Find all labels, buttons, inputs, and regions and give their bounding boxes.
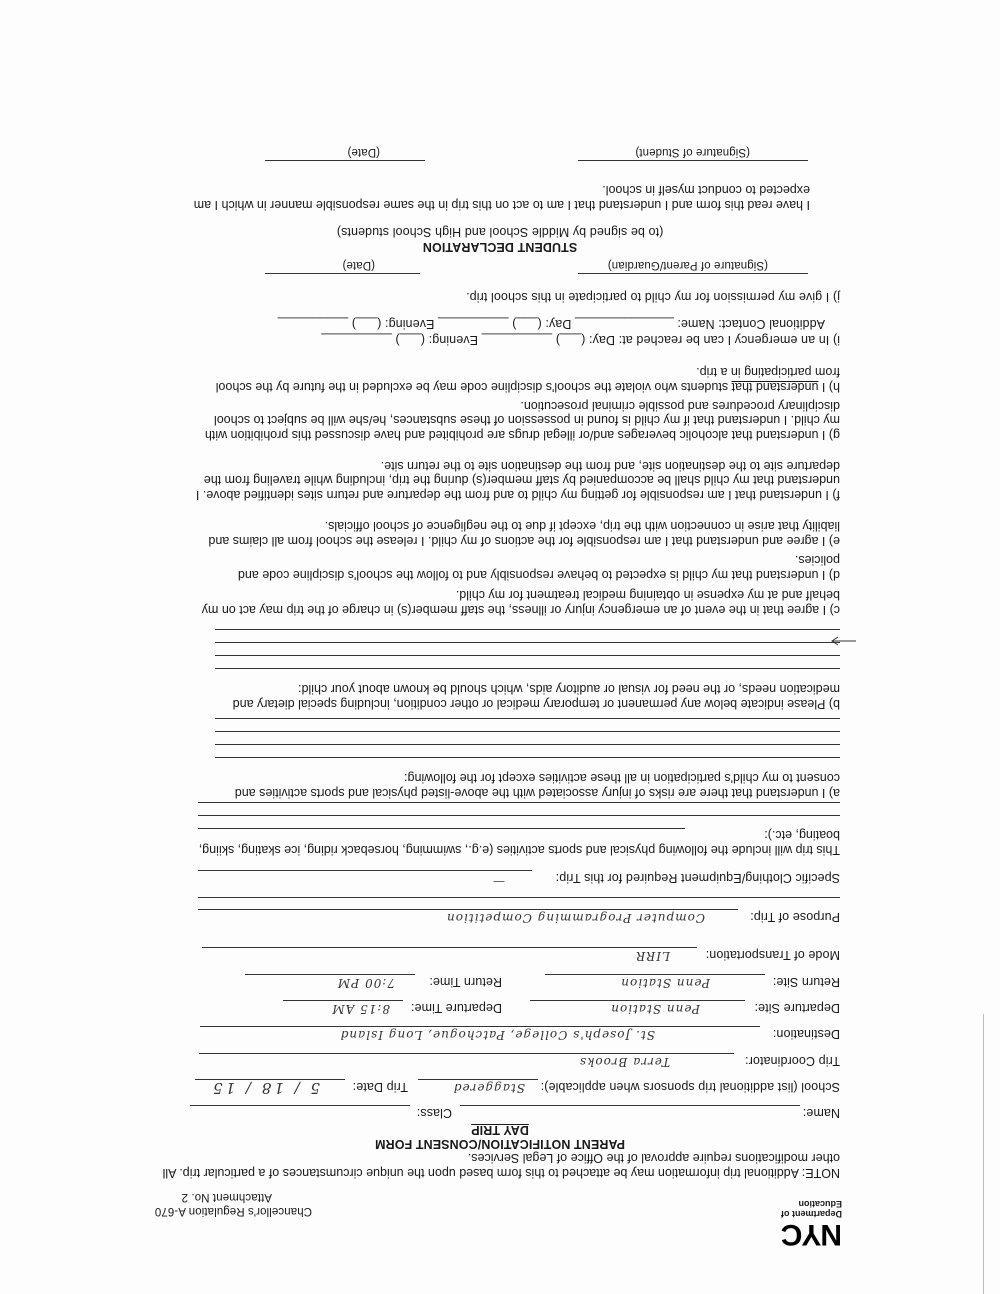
- purpose-line: [198, 909, 738, 910]
- clause-i-line2: Additional Contact: Name: ______________ Day: (___) __________ Evening: (___) __________: [277, 317, 825, 331]
- departure-site-line: [530, 1000, 745, 1001]
- transportation-line: [202, 947, 697, 948]
- name-label: Name:: [802, 1106, 840, 1120]
- purpose-label: Purpose of Trip:: [750, 910, 840, 924]
- transportation-label: Mode of Transportation:: [705, 948, 840, 962]
- regulation-number: Chancellor's Regulation A-670: [154, 1205, 312, 1217]
- form-title: PARENT NOTIFICATION/CONSENT FORM: [375, 1137, 625, 1151]
- student-signature-line: [578, 160, 808, 161]
- clause-d: d) I understand that my child is expected to behave responsibly and to follow the school's discipline code and policies.: [237, 553, 840, 582]
- return-time-value: 7:00 PM: [336, 976, 395, 990]
- clause-h: [195, 365, 840, 394]
- parent-signature-label: (Signature of Parent/Guardian): [607, 259, 768, 271]
- return-time-line: [245, 974, 415, 975]
- clause-a-line-1: [215, 757, 840, 758]
- clothing-value: —: [492, 875, 505, 889]
- clause-b-line-1: [215, 668, 840, 669]
- scan-edge-line: [983, 1014, 984, 1294]
- return-time-label: Return Time:: [429, 975, 502, 989]
- destination-value: St. Joseph's College, Patchogue, Long Island: [339, 1028, 655, 1042]
- departure-site-value: Penn Station: [610, 1002, 700, 1016]
- student-date-line: [265, 160, 425, 161]
- departure-time-line: [283, 1000, 403, 1001]
- return-site-value: Penn Station: [620, 976, 710, 990]
- student-declaration-subtitle: (to be signed by Middle School and High School students): [336, 225, 664, 239]
- departure-time-value: 8:15 AM: [331, 1002, 390, 1016]
- clause-g: g) I understand that alcoholic beverages and/or illegal drugs are prohibited and have discussed this prohibition with my child. I understand that if my child is found in possession of these substances, he/she will be subject to school disciplinary procedures and possible criminal prosecution.: [204, 399, 840, 442]
- trip-date-label: Trip Date:: [352, 1080, 408, 1094]
- student-declaration-text: I have read this form and I understand that I am to act on this trip in the same responsible manner in which I am expected to conduct myself in school.: [193, 183, 810, 212]
- clause-a-line-2: [215, 744, 840, 745]
- clause-b-line-4: [215, 629, 840, 630]
- trip-coordinator-label: Trip Coordinator:: [744, 1054, 840, 1068]
- trip-date-line: [195, 1079, 345, 1080]
- trip-coordinator-value: Terra Brooks: [578, 1055, 670, 1069]
- logo-text: NYC: [781, 1218, 842, 1251]
- clause-h-underlined: understand that: [731, 380, 819, 394]
- attachment-number: Attachment No. 2: [181, 1191, 272, 1203]
- activities-line-1: [198, 828, 685, 829]
- purpose-value: Computer Programming Competition: [446, 911, 705, 925]
- name-line: [460, 1105, 800, 1106]
- return-site-label: Return Site:: [772, 975, 840, 989]
- clause-i-line1: i) In an emergency I can be reached at: Day: (___) __________ Evening: (___) __________: [321, 333, 840, 347]
- note-paragraph: NOTE: Additional trip information may be attached to this form based upon the unique circumstances of a particular trip. All other modifications require approval of the Office of Legal Services.: [162, 1151, 840, 1180]
- clause-e: e) I agree and understand that I am responsible for the actions of my child. I release the school from all claims and liability that arise in connection with the trip, except if due to the negligence of school officials.: [208, 519, 840, 548]
- clothing-label: Specific Clothing/Equipment Required for this Trip:: [555, 871, 840, 885]
- clause-b-line-2: [215, 655, 840, 656]
- form-subtitle: DAY TRIP: [471, 1123, 529, 1137]
- destination-line: [200, 1026, 760, 1027]
- student-signature-label: (Signature of Student): [635, 146, 750, 158]
- departure-site-label: Departure Site:: [754, 1001, 840, 1015]
- clause-a-line-3: [215, 731, 840, 732]
- clothing-line: [198, 870, 532, 871]
- activities-line-3: [198, 802, 840, 803]
- parent-date-label: (Date): [342, 259, 375, 271]
- school-label: School (list additional trip sponsors when applicable):: [540, 1080, 840, 1094]
- nyc-doe-logo: [742, 1195, 842, 1249]
- purpose-line-2: [198, 897, 840, 898]
- activities-paragraph: This trip will include the following physical and sports activities (e.g., swimming, horseback riding, ice skating, skiing, boating, etc.):: [198, 828, 840, 857]
- student-date-label: (Date): [347, 146, 380, 158]
- clause-b: b) Please indicate below any permanent or temporary medical or other condition, including special dietary and medication needs, or the need for visual or auditory aids, which should be known about your child:: [232, 682, 840, 711]
- trip-coordinator-line: [199, 1053, 734, 1054]
- clause-h-post: students who violate the school's discipline code may be excluded in the future by the school from participating in a trip.: [215, 365, 840, 394]
- clause-c: c) I agree that in the event of an emergency injury or illness, the staff member(s) in charge of the trip may act on my behalf and at my expense in obtaining medical treatment for my child.: [201, 588, 840, 617]
- trip-date-value: 5 / 18 / 15: [210, 1079, 320, 1097]
- activities-line-2: [198, 815, 840, 816]
- clause-f: f) I understand that I am responsible for getting my child to and from the departure and return sites identified above. I understand that my child shall be accompanied by staff member(s) during the trip, including while traveling from the departure site to the destination site, and from the destination site to the return site.: [195, 459, 840, 502]
- arrow-mark-icon: [828, 639, 858, 649]
- school-line: [418, 1079, 538, 1080]
- destination-label: Destination:: [772, 1027, 840, 1041]
- parent-date-line: [265, 273, 420, 274]
- class-line: [190, 1105, 410, 1106]
- logo-dept-line1: Department of: [780, 1209, 842, 1219]
- class-label: Class:: [416, 1106, 452, 1120]
- logo-dept-line2: Education: [798, 1199, 842, 1209]
- clause-b-line-3: [215, 642, 840, 643]
- clause-a-line-4: [215, 718, 840, 719]
- parent-signature-line: [578, 273, 808, 274]
- departure-time-label: Departure Time:: [410, 1001, 502, 1015]
- student-declaration-title: STUDENT DECLARATION: [422, 240, 578, 254]
- return-site-line: [545, 974, 765, 975]
- clause-h-pre: h) I: [818, 380, 840, 394]
- clause-j: j) I give my permission for my child to participate in this school trip.: [466, 290, 840, 304]
- transportation-value: LIRR: [635, 949, 670, 963]
- clause-a: a) I understand that there are risks of injury associated with the above-listed physical and sports activities and consent to my child's participation in all these activities except for the following:: [234, 771, 840, 800]
- school-value: Staggered: [452, 1081, 525, 1095]
